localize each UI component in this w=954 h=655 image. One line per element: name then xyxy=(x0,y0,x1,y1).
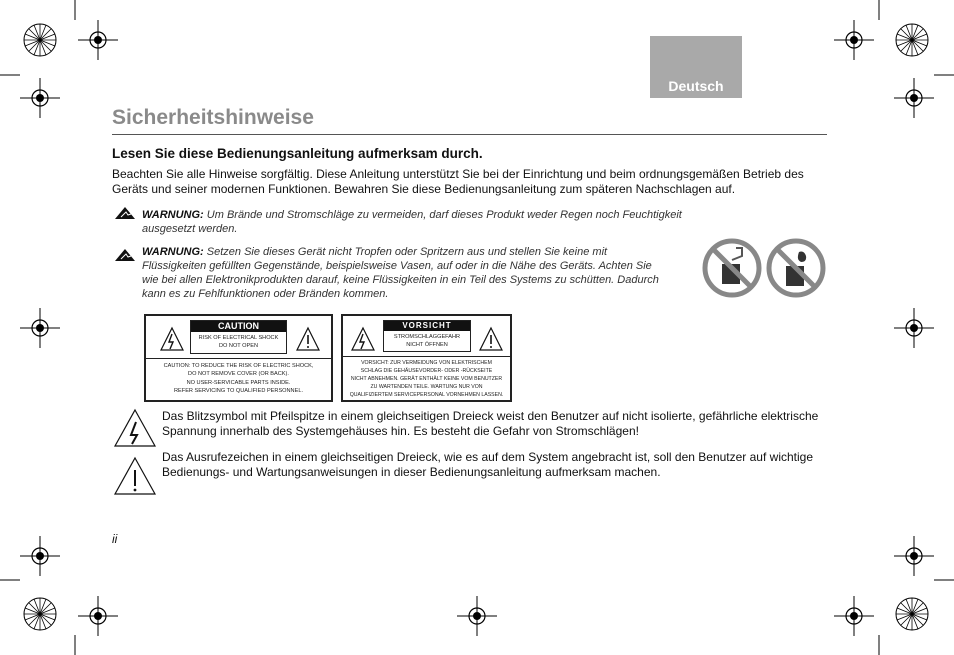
exclamation-triangle-icon xyxy=(479,326,503,352)
registration-cross-icon xyxy=(20,78,60,118)
star-target-icon xyxy=(24,598,56,630)
exclamation-triangle-icon xyxy=(296,326,320,352)
caution-line: CAUTION: TO REDUCE THE RISK OF ELECTRIC SHOCK, xyxy=(163,363,314,369)
page-number: ii xyxy=(112,532,118,546)
star-target-icon xyxy=(896,24,928,56)
registration-cross-icon xyxy=(894,78,934,118)
lightning-triangle-icon xyxy=(160,326,184,352)
warning-2-text: Setzen Sie dieses Gerät nicht Tropfen oder Spritzern aus und stellen Sie keine mit Flüssigkeiten gefüllten Gegenstände, beispielsweise Vasen, auf oder in die Nähe des Geräts. Achten Sie wie bei allen Elektronikprodukten darauf, keine Flüssigkeiten in ein Teil des Systems zu schütten. Dadurch kann es zu Fehlfunktionen oder Bränden kommen. xyxy=(142,246,659,300)
registration-cross-icon xyxy=(78,20,118,60)
registration-cross-icon xyxy=(20,308,60,348)
caution-line: REFER SERVICING TO QUALIFIED PERSONNEL. xyxy=(174,388,303,395)
vorsicht-line: QUALIFIZIERTEM SERVICEPERSONAL VORNEHMEN LASSEN. xyxy=(349,392,504,398)
registration-cross-icon xyxy=(894,536,934,576)
vorsicht-sub2: NICHT ÖFFNEN xyxy=(406,342,448,349)
exclamation-symbol-description: Das Ausrufezeichen in einem gleichseitigen Dreieck, wie es auf dem System angebracht ist, soll den Benutzer auf wichtige Bedienungs- und Wartungsanweisungen in dieser Bedienungsanleitung aufmerksam machen. xyxy=(162,450,814,479)
language-tab-label: Deutsch xyxy=(668,78,724,94)
caution-label-german xyxy=(341,314,512,402)
warning-1-label: WARNUNG: xyxy=(142,209,204,221)
warning-triangle-icon xyxy=(114,248,136,262)
lightning-triangle-icon xyxy=(351,326,375,352)
star-target-icon xyxy=(896,598,928,630)
lightning-symbol-description: Das Blitzsymbol mit Pfeilspitze in einem gleichseitigen Dreieck weist den Benutzer auf nicht isolierte, gefährliche elektrische Spannung innerhalb des Systemgehäuses hin. Es besteht die Gefahr von Stromschlägen! xyxy=(162,409,819,438)
registration-cross-icon xyxy=(20,536,60,576)
caution-label-english xyxy=(144,314,333,402)
vorsicht-sub1: STROMSCHLAGGEFAHR xyxy=(393,334,461,340)
warning-1-text: Um Brände und Stromschläge zu vermeiden, darf dieses Produkt weder Regen noch Feuchtigkeit ausgesetzt werden. xyxy=(142,209,682,235)
registration-cross-icon xyxy=(834,596,874,636)
exclamation-triangle-icon xyxy=(113,456,157,496)
warning-2 xyxy=(142,245,662,301)
title-divider xyxy=(112,134,827,135)
vorsicht-line: SCHLAG DIE GEHÄUSEVORDER- ODER -RÜCKSEITE xyxy=(360,368,493,374)
caution-sub1: RISK OF ELECTRICAL SHOCK xyxy=(198,335,279,341)
registration-cross-icon xyxy=(78,596,118,636)
warning-triangle-icon xyxy=(114,206,136,220)
vorsicht-line: NICHT ABNEHMEN. GERÄT ENTHÄLT KEINE VOM BENUTZER xyxy=(350,376,503,382)
warning-1 xyxy=(142,208,682,236)
registration-cross-icon xyxy=(457,596,497,636)
language-tab xyxy=(650,36,742,98)
vorsicht-line: VORSICHT: ZUR VERMEIDUNG VON ELEKTRISCHEM xyxy=(361,360,492,366)
page-title: Sicherheitshinweise xyxy=(112,106,314,129)
registration-cross-icon xyxy=(834,20,874,60)
caution-title: CAUTION xyxy=(191,321,286,332)
no-liquid-on-device-icon xyxy=(702,238,762,298)
vorsicht-line: ZU WARTENDEN TEILE. WARTUNG NUR VON xyxy=(370,384,483,390)
registration-cross-icon xyxy=(894,308,934,348)
caution-line: DO NOT REMOVE COVER (OR BACK). xyxy=(188,371,289,378)
warning-2-label: WARNUNG: xyxy=(142,246,204,258)
intro-paragraph: Beachten Sie alle Hinweise sorgfältig. Diese Anleitung unterstützt Sie bei der Einrichtung und beim ordnungsgemäßen Betrieb des Geräts und seiner modernen Funktionen. Bewahren Sie diese Bedienungsanleitung zum späteren Nachschlagen auf. xyxy=(112,167,804,196)
section-heading: Lesen Sie diese Bedienungsanleitung aufmerksam durch. xyxy=(112,146,483,161)
caution-line: NO USER-SERVICABLE PARTS INSIDE. xyxy=(186,379,291,386)
vorsicht-title: VORSICHT xyxy=(384,321,470,331)
caution-sub2: DO NOT OPEN xyxy=(218,343,259,350)
star-target-icon xyxy=(24,24,56,56)
lightning-triangle-icon xyxy=(113,408,157,448)
no-vase-on-device-icon xyxy=(766,238,826,298)
